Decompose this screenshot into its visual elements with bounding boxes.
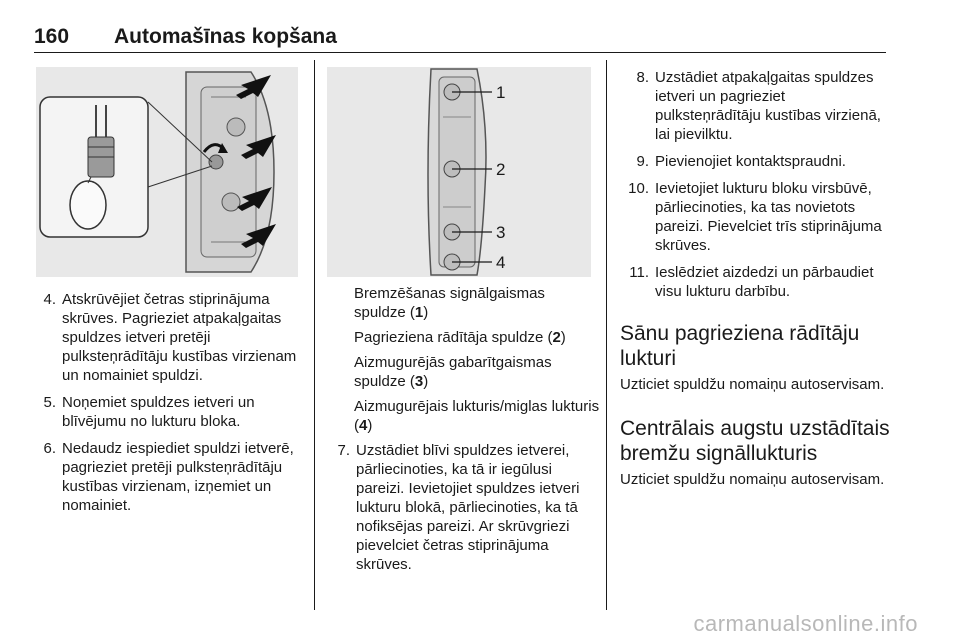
page-title: Automašīnas kopšana xyxy=(114,25,337,48)
bulb-holder-illustration xyxy=(36,67,298,277)
item-text: Ievietojiet lukturu bloku virsbūvē, pārliecinoties, ka tas novietots pareizi. Pievelciet trīs stiprinājuma skrūves. xyxy=(655,180,882,254)
legend-ref: 2 xyxy=(552,329,561,346)
list-item xyxy=(36,290,302,385)
list-item xyxy=(620,68,890,144)
column-3-text xyxy=(620,68,890,511)
section-heading: Sānu pagrieziena rādītāju lukturi xyxy=(620,322,860,370)
item-text: Pievienojiet kontaktspraudni. xyxy=(655,153,846,170)
item-text: Nedaudz iespiediet spuldzi ietverē, pagrieziet pretēji pulksteņrādītāju kustības virzienam, izņemiet un nomainiet. xyxy=(62,440,294,514)
figure-bulb-holder xyxy=(36,67,298,277)
legend-text: Aizmugurējās gabarītgaismas spuldze ( xyxy=(354,354,552,390)
legend-text: Aizmugurējais lukturis/miglas lukturis ( xyxy=(354,398,600,434)
item-number: 9. xyxy=(636,153,649,170)
column-divider xyxy=(606,60,607,610)
section-body: Uzticiet spuldžu nomaiņu autoservisam. xyxy=(620,376,885,393)
item-text: Ieslēdziet aizdedzi un pārbaudiet visu lukturu darbību. xyxy=(655,264,874,300)
item-number: 10. xyxy=(628,180,649,197)
list-item xyxy=(330,441,600,574)
legend-text: Pagrieziena rādītāja spuldze ( xyxy=(354,329,553,346)
item-text: Atskrūvējiet četras stiprinājuma skrūves. Pagrieziet atpakaļgaitas spuldzes ietveri pretēji pulksteņrādītāju kustības virzienam un nomainiet spuldzi. xyxy=(62,291,297,384)
legend-ref: 1 xyxy=(414,304,424,321)
callout-2: 2 xyxy=(496,160,506,179)
item-text: Uzstādiet blīvi spuldzes ietverei, pārliecinoties, ka tā ir iegūlusi pareizi. Ievietojiet spuldzes ietveri lukturu blokā, pārliecinoties, ka tā nofiksējas pareizi. Ar skrūvgriezi pievelciet četras stiprinājuma skrūves. xyxy=(356,442,580,573)
item-number: 8. xyxy=(636,69,649,86)
lamp-callout-illustration xyxy=(327,67,591,277)
watermark: carmanualsonline.info xyxy=(693,611,918,636)
item-number: 5. xyxy=(43,394,56,411)
item-text: Noņemiet spuldzes ietveri un blīvējumu no lukturu bloka. xyxy=(62,394,255,430)
list-item xyxy=(620,152,890,171)
header-rule xyxy=(34,52,886,53)
callout-3: 3 xyxy=(496,223,506,242)
callout-4: 4 xyxy=(496,253,506,272)
page-number: 160 xyxy=(34,25,70,48)
list-item xyxy=(36,439,302,515)
list-item xyxy=(620,179,890,255)
legend-ref: 3 xyxy=(414,373,424,390)
legend-close: ) xyxy=(367,417,373,434)
column-divider xyxy=(314,60,315,610)
figure-lamp-callouts xyxy=(327,67,591,277)
item-number: 4. xyxy=(43,291,56,308)
legend-close: ) xyxy=(423,304,429,321)
item-number: 6. xyxy=(43,440,56,457)
callout-1: 1 xyxy=(496,83,506,102)
section-body: Uzticiet spuldžu nomaiņu autoservisam. xyxy=(620,471,885,488)
callout-legend xyxy=(330,284,600,435)
column-1-text xyxy=(36,290,302,523)
legend-close: ) xyxy=(560,329,566,346)
section-heading: Centrālais augstu uzstādītais bremžu signāllukturis xyxy=(620,417,890,465)
item-text: Uzstādiet atpakaļgaitas spuldzes ietveri un pagrieziet pulksteņrādītāju kustības virzienā, lai pievilktu. xyxy=(655,69,881,143)
column-2-text xyxy=(330,284,600,582)
list-item xyxy=(620,263,890,301)
page-header xyxy=(34,10,886,48)
legend-item xyxy=(354,397,600,435)
legend-text: Bremzēšanas signālgaismas spuldze ( xyxy=(354,285,545,321)
legend-item xyxy=(354,353,600,391)
legend-item xyxy=(354,328,600,347)
item-number: 7. xyxy=(337,442,350,459)
legend-ref: 4 xyxy=(359,417,368,434)
list-item xyxy=(36,393,302,431)
legend-item xyxy=(354,284,600,322)
item-number: 11. xyxy=(629,264,649,281)
legend-close: ) xyxy=(423,373,429,390)
